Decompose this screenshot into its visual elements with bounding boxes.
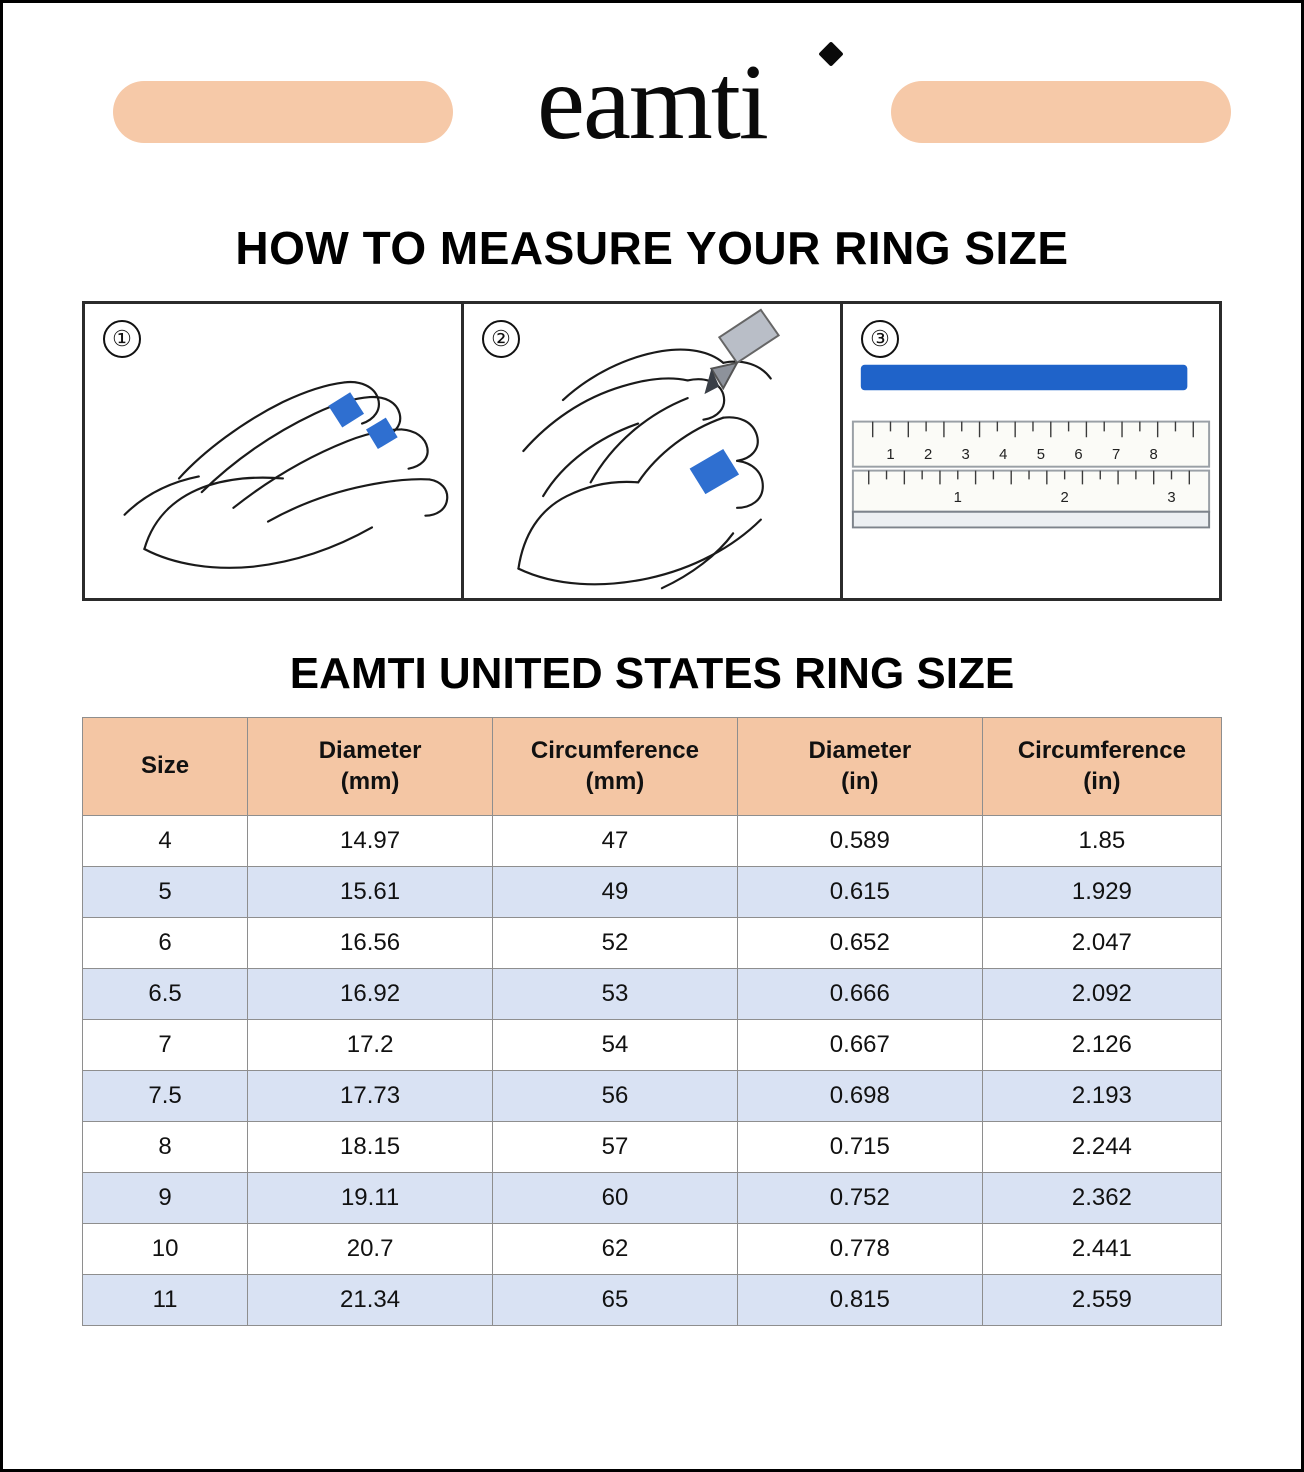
column-header-circumference-mm — [493, 718, 738, 816]
table-row — [83, 816, 1222, 867]
svg-text:2: 2 — [1060, 490, 1069, 506]
cell-circumference-in: 2.193 — [982, 1071, 1221, 1122]
svg-text:2: 2 — [923, 446, 933, 463]
step-1 — [85, 304, 461, 598]
cell-diameter-in: 0.815 — [737, 1275, 982, 1326]
step-2-number: ② — [482, 320, 520, 358]
pen-icon — [704, 310, 778, 394]
table-row — [83, 1224, 1222, 1275]
cell-circumference-in: 1.929 — [982, 867, 1221, 918]
cell-circumference-mm: 54 — [493, 1020, 738, 1071]
cell-circumference-mm: 65 — [493, 1275, 738, 1326]
table-header-row — [83, 718, 1222, 816]
table-row — [83, 1020, 1222, 1071]
cell-circumference-mm: 52 — [493, 918, 738, 969]
diamond-icon — [818, 41, 843, 66]
ruler-bottom — [853, 471, 1209, 512]
table-row — [83, 1122, 1222, 1173]
cell-diameter-mm: 20.7 — [248, 1224, 493, 1275]
svg-text:3: 3 — [961, 446, 970, 463]
table-header — [83, 718, 1222, 816]
blue-strip — [861, 365, 1188, 390]
cell-diameter-mm: 18.15 — [248, 1122, 493, 1173]
cell-diameter-mm: 19.11 — [248, 1173, 493, 1224]
cell-circumference-mm: 47 — [493, 816, 738, 867]
column-header-size — [83, 718, 248, 816]
svg-text:6: 6 — [1074, 446, 1083, 463]
table-row — [83, 1275, 1222, 1326]
ruler-measuring-strip-drawing — [843, 304, 1219, 598]
step-1-number: ① — [103, 320, 141, 358]
svg-text:1: 1 — [886, 446, 895, 463]
cell-circumference-in: 2.441 — [982, 1224, 1221, 1275]
column-header-diameter-mm-unit: (mm) — [340, 767, 400, 795]
svg-text:1: 1 — [953, 490, 962, 506]
cell-diameter-mm: 17.73 — [248, 1071, 493, 1122]
svg-text:7: 7 — [1111, 446, 1121, 463]
cell-circumference-in: 1.85 — [982, 816, 1221, 867]
table-row — [83, 867, 1222, 918]
cell-diameter-in: 0.666 — [737, 969, 982, 1020]
cell-diameter-in: 0.778 — [737, 1224, 982, 1275]
cell-diameter-in: 0.615 — [737, 867, 982, 918]
step-3-number: ③ — [861, 320, 899, 358]
cell-size: 10 — [83, 1224, 248, 1275]
cell-circumference-in: 2.047 — [982, 918, 1221, 969]
cell-diameter-mm: 16.56 — [248, 918, 493, 969]
pen-marking-strip-drawing — [464, 304, 840, 598]
cell-diameter-mm: 21.34 — [248, 1275, 493, 1326]
cell-diameter-in: 0.715 — [737, 1122, 982, 1173]
svg-text:8: 8 — [1149, 446, 1158, 463]
cell-circumference-in: 2.092 — [982, 969, 1221, 1020]
table-row — [83, 1173, 1222, 1224]
cell-size: 6.5 — [83, 969, 248, 1020]
step-2 — [461, 304, 840, 598]
column-header-diameter-in-unit: (in) — [841, 767, 879, 795]
ring-size-table — [82, 717, 1222, 1326]
cell-diameter-in: 0.667 — [737, 1020, 982, 1071]
table-row — [83, 969, 1222, 1020]
cell-size: 8 — [83, 1122, 248, 1173]
step-3 — [840, 304, 1219, 598]
brand-header — [3, 3, 1301, 203]
cell-circumference-mm: 49 — [493, 867, 738, 918]
brand-accent-bar-right — [891, 81, 1231, 143]
column-header-circumference-in-label: Circumference — [1017, 736, 1186, 764]
cell-diameter-mm: 15.61 — [248, 867, 493, 918]
column-header-circumference-in-unit: (in) — [1083, 767, 1121, 795]
cell-size: 5 — [83, 867, 248, 918]
cell-circumference-in: 2.362 — [982, 1173, 1221, 1224]
cell-diameter-mm: 17.2 — [248, 1020, 493, 1071]
table-row — [83, 918, 1222, 969]
svg-text:4: 4 — [999, 446, 1008, 463]
column-header-circumference-mm-unit: (mm) — [585, 767, 645, 795]
brand-logo-text: eamti — [537, 43, 767, 162]
column-header-circumference-in — [982, 718, 1221, 816]
cell-circumference-mm: 53 — [493, 969, 738, 1020]
cell-size: 7.5 — [83, 1071, 248, 1122]
cell-circumference-mm: 60 — [493, 1173, 738, 1224]
ruler-top — [853, 422, 1209, 467]
cell-circumference-mm: 56 — [493, 1071, 738, 1122]
column-header-diameter-mm-label: Diameter — [318, 736, 422, 764]
cell-diameter-mm: 16.92 — [248, 969, 493, 1020]
table-title: EAMTI UNITED STATES RING SIZE — [289, 649, 1015, 698]
svg-text:5: 5 — [1036, 446, 1046, 463]
column-header-size-label: Size — [141, 752, 190, 780]
cell-size: 7 — [83, 1020, 248, 1071]
brand-accent-bar-left — [113, 81, 453, 143]
column-header-diameter-in-label: Diameter — [808, 736, 912, 764]
hand-with-strip-drawing — [85, 304, 461, 598]
cell-diameter-mm: 14.97 — [248, 816, 493, 867]
column-header-diameter-in — [737, 718, 982, 816]
cell-circumference-in: 2.559 — [982, 1275, 1221, 1326]
cell-size: 6 — [83, 918, 248, 969]
measure-steps-illustration — [82, 301, 1222, 601]
column-header-circumference-mm-label: Circumference — [530, 736, 699, 764]
cell-size: 9 — [83, 1173, 248, 1224]
column-header-diameter-mm — [248, 718, 493, 816]
cell-size: 11 — [83, 1275, 248, 1326]
cell-size: 4 — [83, 816, 248, 867]
cell-diameter-in: 0.752 — [737, 1173, 982, 1224]
table-row — [83, 1071, 1222, 1122]
cell-diameter-in: 0.589 — [737, 816, 982, 867]
cell-circumference-mm: 57 — [493, 1122, 738, 1173]
cell-diameter-in: 0.652 — [737, 918, 982, 969]
cell-circumference-mm: 62 — [493, 1224, 738, 1275]
page-title: HOW TO MEASURE YOUR RING SIZE — [235, 222, 1069, 274]
cell-circumference-in: 2.244 — [982, 1122, 1221, 1173]
table-body — [83, 816, 1222, 1326]
svg-text:3: 3 — [1167, 490, 1176, 506]
cell-diameter-in: 0.698 — [737, 1071, 982, 1122]
cell-circumference-in: 2.126 — [982, 1020, 1221, 1071]
